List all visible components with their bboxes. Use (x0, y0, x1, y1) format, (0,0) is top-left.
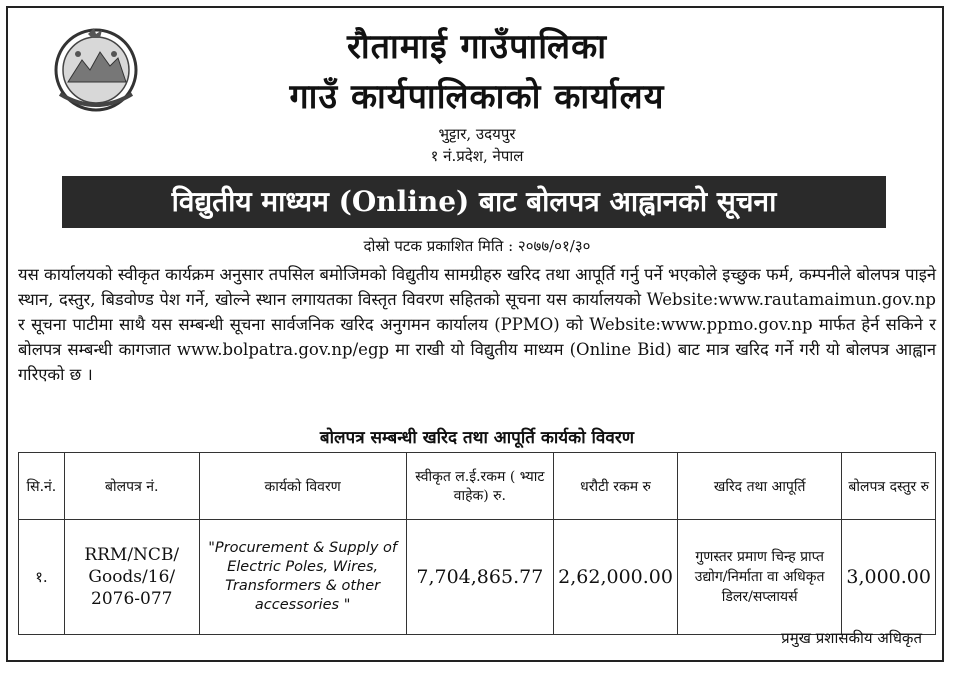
header-description: कार्यको विवरण (199, 453, 406, 520)
cell-bid-number: RRM/NCB/ Goods/16/ 2076-077 (64, 520, 199, 635)
table-title: बोलपत्र सम्बन्धी खरिद तथा आपूर्ति कार्यको विवरण (319, 428, 635, 448)
notice-title-banner: विद्युतीय माध्यम (Online) बाट बोलपत्र आह्वानको सूचना (62, 176, 886, 228)
header-estimate: स्वीकृत ल.ई.रकम ( भ्याट वाहेक) रु. (406, 453, 554, 520)
address-line-2: १ नं.प्रदेश, नेपाल (430, 147, 524, 165)
cell-eligibility: गुणस्तर प्रमाण चिन्ह प्राप्त उद्योग/निर्माता वा अधिकृत डिलर/सप्लायर्स (677, 520, 841, 635)
address-line-1: भुट्टार, उदयपुर (438, 125, 516, 143)
table-header-row (19, 453, 936, 520)
cell-description: "Procurement & Supply of Electric Poles, Wires, Transformers & other accessories " (199, 520, 406, 635)
org-name: रौतामाई गाउँपालिका (346, 27, 608, 67)
office-name: गाउँ कार्यपालिकाको कार्यालय (289, 77, 665, 117)
cell-serial: १. (19, 520, 65, 635)
cell-estimate: 7,704,865.77 (406, 520, 554, 635)
signoff: प्रमुख प्रशासकीय अधिकृत (781, 629, 922, 647)
bid-table (18, 452, 936, 635)
table-row (19, 520, 936, 635)
header-serial: सि.नं. (19, 453, 65, 520)
header-deposit: धरौटी रकम रु (554, 453, 678, 520)
header-fee: बोलपत्र दस्तुर रु (842, 453, 936, 520)
header-eligibility: खरिद तथा आपूर्ति (677, 453, 841, 520)
notice-body: यस कार्यालयको स्वीकृत कार्यक्रम अनुसार तपसिल बमोजिमको विद्युतीय सामग्रीहरु खरिद तथा आपूर्ति गर्नु पर्ने भएकोले इच्छुक फर्म, कम्पनीले बोलपत्र पाइने स्थान, दस्तुर, बिडवोण्ड पेश गर्ने, खोल्ने स्थान लगायतका विस्तृत विवरण सहितको सूचना यस कार्यालयको Website:www.rautamaimun.gov.np र सूचना पाटीमा साथै यस सम्बन्धी सूचना सार्वजनिक खरिद अनुगमन कार्यालय (PPMO) को Website:www.ppmo.gov.np मार्फत हेर्न सकिने र बोलपत्र सम्बन्धी कागजात www.bolpatra.gov.np/egp मा राखी यो विद्युतीय माध्यम (Online Bid) बाट मात्र खरिद गर्ने गरी यो बोलपत्र आह्वान गरिएको छ । (18, 265, 936, 384)
cell-deposit: 2,62,000.00 (554, 520, 678, 635)
header-bid-number: बोलपत्र नं. (64, 453, 199, 520)
publication-date: दोस्रो पटक प्रकाशित मिति : २०७७/०१/३० (363, 237, 591, 255)
cell-fee: 3,000.00 (842, 520, 936, 635)
